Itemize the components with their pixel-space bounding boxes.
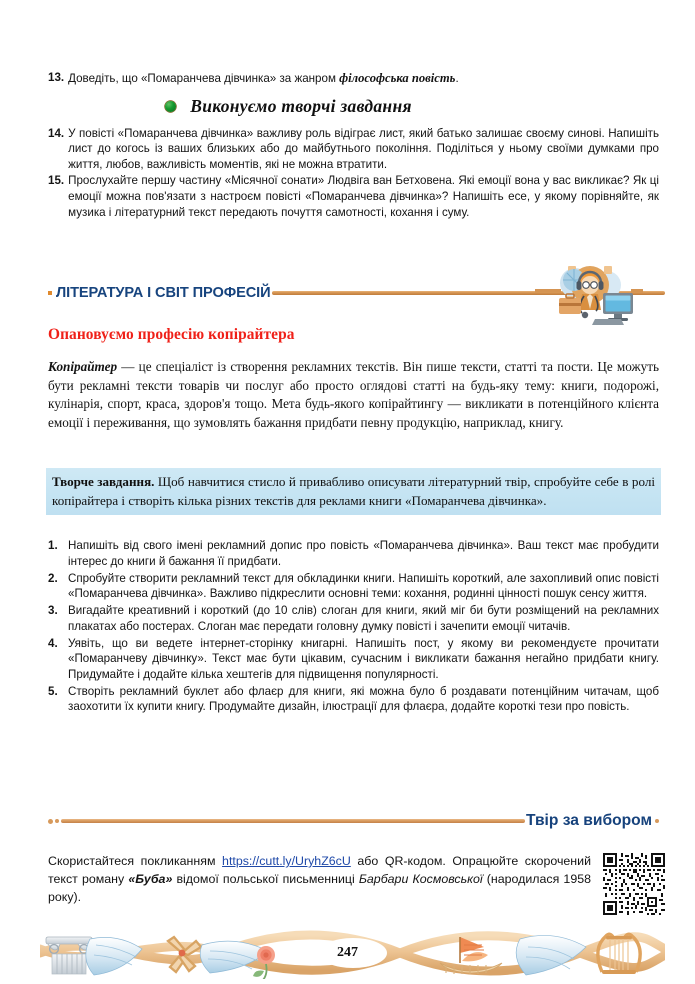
professions-illustration-icon	[535, 263, 643, 329]
task-list-item	[48, 636, 659, 683]
novel-title: «Буба»	[128, 871, 173, 886]
banner-end-dot-icon	[655, 819, 659, 823]
task-list-text: Створіть рекламний буклет або флаєр для книги, які можна було б роздавати потенційним читачам, щоб заохотити їх купити книгу. Продумайте дизайн, ілюстрації для флаєра, додайте короткі тези про повість.	[68, 684, 659, 714]
definition-term: Копірайтер	[48, 359, 118, 374]
copywriter-definition	[48, 358, 659, 433]
creative-tasks-heading-label: Виконуємо творчі завдання	[190, 95, 412, 116]
banner-dot-icon	[55, 819, 59, 823]
task-list-number: 2.	[48, 571, 58, 585]
shortlink-url[interactable]: https://cutt.ly/UryhZ6cU	[222, 854, 351, 868]
question-text	[68, 70, 659, 87]
creative-task-text: Прослухайте першу частину «Місячної сонати» Людвіга ван Бетховена. Які емоції вона у вас викликає? Як ці емоції можна пов'язати з настроєм повісті «Помаранчева дівчинка»? Напишіть есе, у якому порівняйте, як музика і літературний текст передають почуття самотності, кохання і суму.	[68, 174, 659, 219]
creative-task-callout-text: Щоб навчитися стисло й привабливо описувати літературний твір, спробуйте себе в ролі копірайтера і створіть кілька різних текстів для реклами книги «Помаранчева дівчинка».	[52, 474, 655, 508]
creative-task-item	[48, 173, 659, 220]
creative-task-number: 15.	[48, 174, 65, 188]
qr-text-part-2: або QR-кодом. Опрацюйте скорочений текст роману	[48, 854, 591, 886]
task-list-number: 5.	[48, 684, 58, 698]
qr-text-part-4: (народилася 1958 року).	[48, 871, 591, 904]
creative-task-item	[48, 126, 659, 173]
banner-dot-icon	[48, 819, 53, 824]
qr-code-icon[interactable]	[603, 853, 665, 915]
task-list-number: 1.	[48, 539, 58, 552]
qr-text-part-3: відомої польської письменниці	[172, 871, 359, 886]
choice-banner-label: Твір за вибором	[526, 812, 652, 829]
choice-banner-rule	[61, 819, 525, 822]
qr-reference-text	[48, 853, 603, 907]
creative-task-callout-lead: Творче завдання.	[52, 474, 155, 489]
choice-essay-banner	[48, 810, 659, 832]
creative-task-number: 14.	[48, 126, 65, 140]
definition-body: — це спеціаліст із створення рекламних текстів. Він пише тексти, статті та пости. Це можуть бути рекламні тексти товарів чи послуг або просто оглядові статті на будь-яку тему: книги, подорожі, кулінарія, спорт, краса, здоров'я тощо. Мета будь-якого копірайтингу — викликати в потенційного клієнта емоції і переживання, що зумовлять бажання придбати певну продукцію, наприклад, книгу.	[48, 359, 659, 431]
profession-subtitle: Опановуємо професію копірайтера	[48, 326, 295, 343]
task-list-number: 4.	[48, 636, 58, 650]
author-name: Барбари Космовської	[358, 871, 483, 886]
question-text-tail: .	[455, 72, 459, 85]
task-list-item	[48, 538, 659, 569]
creative-tasks-heading	[48, 96, 659, 117]
copywriting-task-list	[48, 538, 659, 716]
task-list-text: Вигадайте креативний і короткий (до 10 слів) слоган для книги, який міг би бути розміщений на рекламних плакатах або постерах. Слоган має передати головну думку повісті і зачепити емоції читачів.	[68, 604, 659, 633]
task-list-text: Уявіть, що ви ведете інтернет-сторінку книгарні. Напишіть пост, у якому ви рекомендуєте прочитати «Помаранчеву дівчинку». Текст має бути цікавим, сучасним і викликати бажання негайно придбати книгу. Придумайте і додайте кілька хештегів для підвищення популярності.	[68, 636, 659, 681]
task-list-item	[48, 603, 659, 634]
top-questions-block	[48, 70, 659, 221]
section-banner-title: ЛІТЕРАТУРА І СВІТ ПРОФЕСІЙ	[56, 285, 271, 301]
qr-text-part-1: Скористайтеся покликанням	[48, 854, 223, 868]
question-emphasis: філософська повість	[339, 71, 456, 85]
green-circle-bullet-icon	[165, 101, 176, 112]
question-number: 13.	[48, 71, 65, 84]
creative-task-text: У повісті «Помаранчева дівчинка» важливу роль відіграє лист, який батько залишає своєму синові. Напишіть лист до когось із ваших близьких або до майбутнього покоління. Поділіться у ньому своїми думками про життя, любов, важливість моментів, які не можна втратити.	[68, 126, 659, 171]
page-number: 247	[337, 945, 358, 960]
task-list-text: Напишіть від свого імені рекламний допис про повість «Помаранчева дівчинка». Ваш текст має пробудити інтерес до книги й бажання її придбати.	[68, 539, 659, 568]
task-list-number: 3.	[48, 604, 58, 618]
question-text-lead: Доведіть, що «Помаранчева дівчинка» за жанром	[68, 72, 340, 85]
creative-task-callout	[46, 468, 661, 515]
qr-reference-block	[48, 853, 665, 915]
task-list-text: Спробуйте створити рекламний текст для обкладинки книги. Напишіть короткий, але захопливий опис повісті «Помаранчева дівчинка». Важливо підкреслити основні теми: кохання, родинні цінності пошук сенсу життя.	[68, 571, 659, 601]
orange-square-bullet-icon	[48, 291, 52, 295]
question-item	[48, 70, 659, 87]
task-list-item	[48, 684, 659, 715]
task-list-item	[48, 571, 659, 602]
